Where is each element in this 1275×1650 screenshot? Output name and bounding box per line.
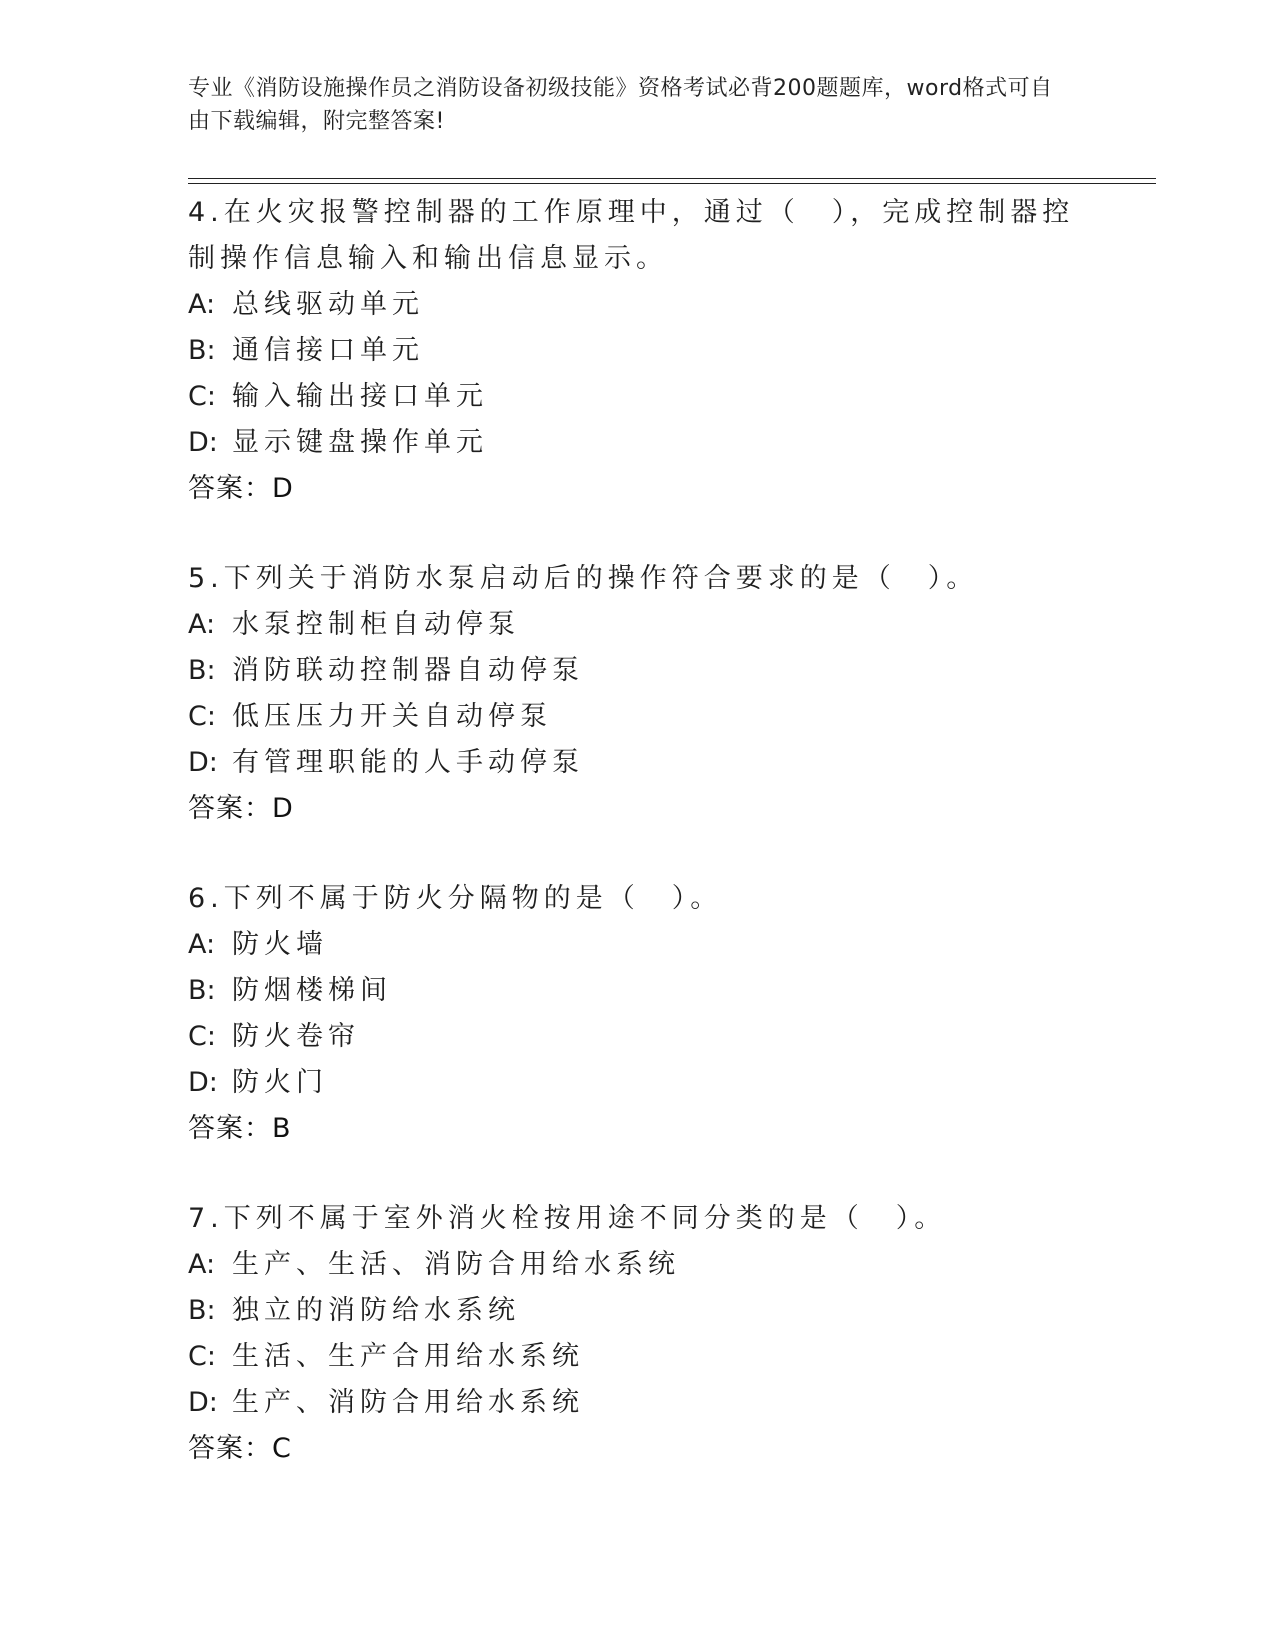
option-key: C: (188, 381, 216, 412)
option-text: 生产、消防合用给水系统 (232, 1387, 584, 1418)
option-key: C: (188, 701, 216, 732)
option-text: 防火门 (232, 1067, 328, 1098)
option-c (188, 1334, 1088, 1380)
option-text: 有管理职能的人手动停泵 (232, 747, 584, 778)
answer: 答案：D (188, 793, 294, 824)
question-5 (188, 556, 1088, 832)
question-list (188, 190, 1088, 1516)
option-text: 消防联动控制器自动停泵 (232, 655, 584, 686)
option-b (188, 648, 1088, 694)
option-text: 显示键盘操作单元 (232, 427, 488, 458)
question-7 (188, 1196, 1088, 1472)
option-d (188, 1380, 1088, 1426)
answer: 答案：C (188, 1433, 292, 1464)
option-text: 生活、生产合用给水系统 (232, 1341, 584, 1372)
question-4 (188, 190, 1088, 512)
option-key: D: (188, 427, 218, 458)
question-stem: 4.在火灾报警控制器的工作原理中，通过（ ），完成控制器控制操作信息输入和输出信息显示。 (188, 197, 1075, 274)
option-text: 总线驱动单元 (232, 289, 424, 320)
answer: 答案：D (188, 473, 294, 504)
option-text: 防火卷帘 (232, 1021, 360, 1052)
option-text: 防火墙 (232, 929, 328, 960)
answer: 答案：B (188, 1113, 292, 1144)
header-rule-top (188, 178, 1156, 179)
option-key: B: (188, 655, 216, 686)
header-text: 专业《消防设施操作员之消防设备初级技能》资格考试必背200题题库，word格式可自由下载编辑，附完整答案! (188, 76, 1053, 134)
option-text: 防烟楼梯间 (232, 975, 392, 1006)
option-key: D: (188, 1387, 218, 1418)
option-key: B: (188, 1295, 216, 1326)
option-c (188, 374, 1088, 420)
option-a (188, 1242, 1088, 1288)
option-key: B: (188, 335, 216, 366)
option-text: 水泵控制柜自动停泵 (232, 609, 520, 640)
option-text: 低压压力开关自动停泵 (232, 701, 552, 732)
option-key: D: (188, 1067, 218, 1098)
option-key: A: (188, 929, 216, 960)
option-key: A: (188, 1249, 216, 1280)
option-d (188, 420, 1088, 466)
option-c (188, 694, 1088, 740)
question-stem: 5.下列关于消防水泵启动后的操作符合要求的是（ ）。 (188, 563, 979, 594)
option-b (188, 968, 1088, 1014)
document-header (188, 72, 1068, 138)
option-d (188, 1060, 1088, 1106)
option-b (188, 1288, 1088, 1334)
option-a (188, 922, 1088, 968)
option-a (188, 602, 1088, 648)
option-key: B: (188, 975, 216, 1006)
option-key: A: (188, 609, 216, 640)
option-b (188, 328, 1088, 374)
option-key: A: (188, 289, 216, 320)
option-a (188, 282, 1088, 328)
header-rule-bottom (188, 183, 1156, 184)
option-text: 通信接口单元 (232, 335, 424, 366)
option-key: C: (188, 1341, 216, 1372)
option-text: 生产、生活、消防合用给水系统 (232, 1249, 680, 1280)
question-stem: 6.下列不属于防火分隔物的是（ ）。 (188, 883, 723, 914)
option-d (188, 740, 1088, 786)
option-text: 独立的消防给水系统 (232, 1295, 520, 1326)
question-stem: 7.下列不属于室外消火栓按用途不同分类的是（ ）。 (188, 1203, 947, 1234)
option-text: 输入输出接口单元 (232, 381, 488, 412)
option-key: D: (188, 747, 218, 778)
question-6 (188, 876, 1088, 1152)
option-key: C: (188, 1021, 216, 1052)
option-c (188, 1014, 1088, 1060)
